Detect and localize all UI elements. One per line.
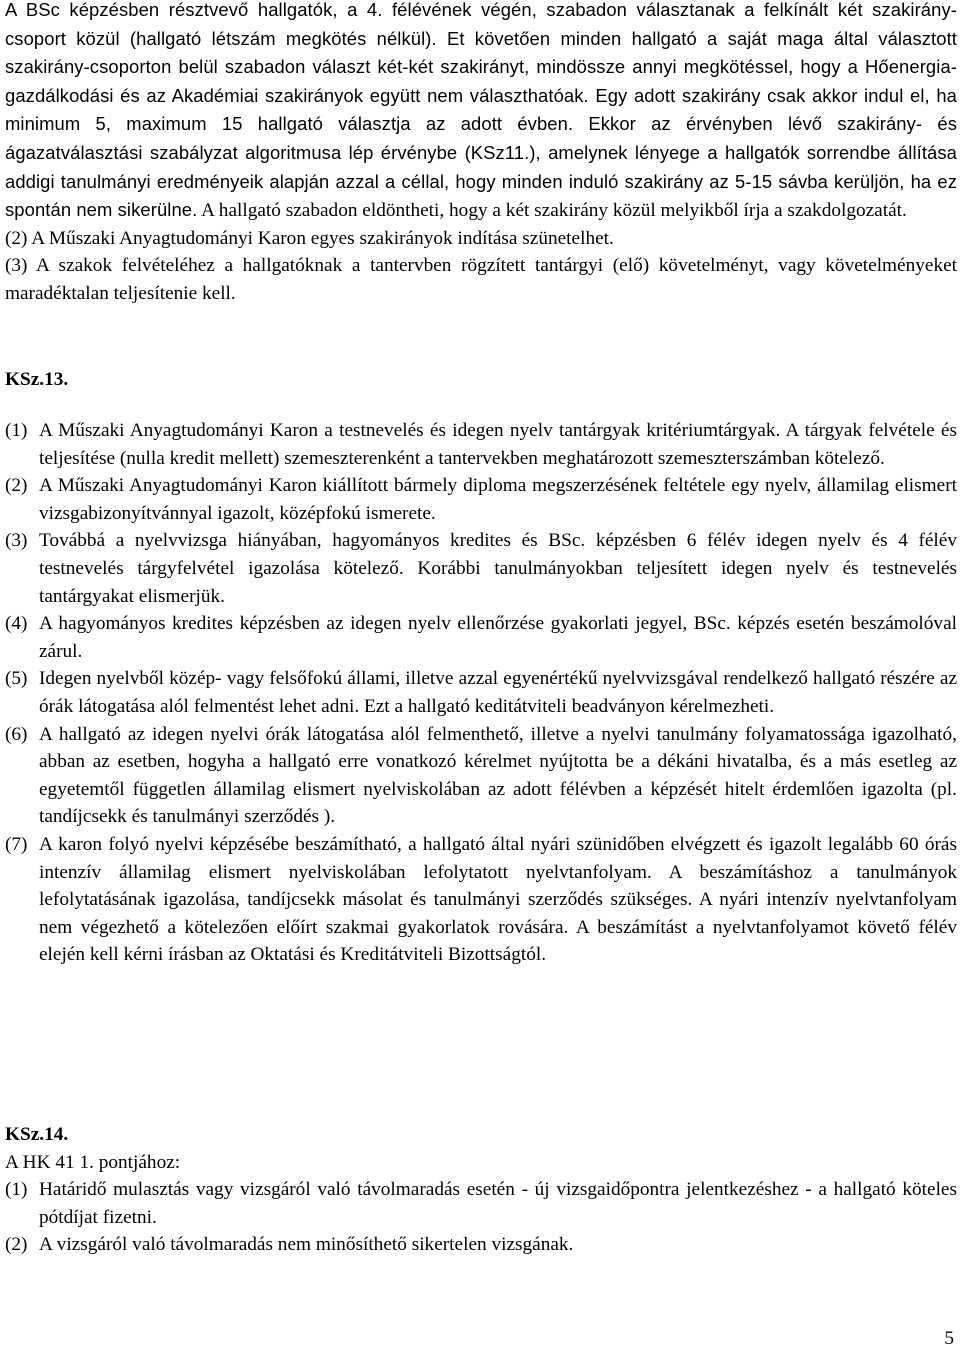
intro-paragraph — [5, 0, 957, 225]
item-number: (6) — [5, 723, 28, 745]
ksz13-item-5 — [5, 665, 957, 720]
item-number: (1) — [5, 420, 28, 441]
item-number: (4) — [5, 613, 28, 635]
page-number: 5 — [944, 1328, 954, 1349]
ksz14-subheading: A HK 41 1. pontjához: — [5, 1152, 181, 1173]
ksz13-item-7 — [5, 831, 957, 969]
ksz13-item-6 — [5, 721, 957, 831]
ksz13-list — [5, 417, 957, 969]
item-text: A karon folyó nyelvi képzésébe beszámítható, a hallgató által nyári szünidőben elvégzett és igazolt legalább 60 órás intenzív államilag elismert nyelviskolában lefolytatott nyelvtanfolyam. A beszámításhoz a tanulmányok lefolytatásának igazolása, tandíjcsekk másolat és tanulmányi szerződés szükséges. A nyári intenzív nyelvtanfolyam nem végezhető a kötelezően előírt szakmai gyakorlatok rovására. A beszámítást a nyelvtanfolyamot követő félév elején kell kérni írásban az Oktatási és Kreditátviteli Bizottságtól. — [39, 833, 957, 966]
item-number: (5) — [5, 668, 28, 690]
ksz14-item-2 — [5, 1231, 957, 1259]
ksz13-item-1 — [5, 417, 957, 472]
item-number: (2) — [5, 1234, 28, 1256]
item-text: Továbbá a nyelvvizsga hiányában, hagyományos kredites és BSc. képzésben 6 félév idegen nyelv és 4 félév testnevelés tárgyfelvétel igazolása kötelező. Korábbi tanulmányokban teljesített idegen nyelv és testnevelés tantárgyakat elismerjük. — [39, 530, 957, 607]
item-text: A hallgató az idegen nyelvi órák látogatása alól felmenthető, illetve a nyelvi tanulmány folyamatossága igazolható, abban az esetben, hogyha a hallgató erre vonatkozó kérelmet nyújtotta be a dékáni hivatalba, és a más esetleg az egyetemtől független államilag elismert nyelviskolában az adott félévben a képzését hitelt érdemlően igazolta (pl. tandíjcsekk és tanulmányi szerződés ). — [39, 723, 957, 828]
item-number: (3) — [5, 530, 28, 552]
intro-serif-text: A hallgató szabadon eldöntheti, hogy a két szakirány közül melyikből írja a szakdolgozatát. — [201, 200, 907, 222]
item-text: Idegen nyelvből közép- vagy felsőfokú állami, illetve azzal egyenértékű nyelvvizsgával rendelkező hallgató részére az órák látogatása alól felmentést lehet adni. Ezt a hallgató keditátviteli beadványon kérelmezheti. — [39, 668, 957, 717]
item-text: A hagyományos kredites képzésben az idegen nyelv ellenőrzése gyakorlati jegyel, BSc. képzés esetén beszámolóval zárul. — [39, 613, 957, 662]
item-number: (2) — [5, 475, 28, 497]
ksz13-heading: KSz.13. — [5, 369, 69, 390]
ksz13-item-3 — [5, 527, 957, 610]
item-text: A Műszaki Anyagtudományi Karon kiállított bármely diploma megszerzésének feltétele egy nyelv, államilag elismert vizsgabizonyítvánnyal igazolt, középfokú ismerete. — [39, 475, 957, 524]
ksz13-item-4 — [5, 610, 957, 665]
item-text: A Műszaki Anyagtudományi Karon a testnevelés és idegen nyelv tantárgyak kritériumtárgyak. A tárgyak felvétele és teljesítése (nulla kredit mellett) szemeszterenként a tantervekben meghatározott szemeszterszámban kötelező. — [39, 420, 957, 469]
intro-sans-text: A BSc képzésben résztvevő hallgatók, a 4. félévének végén, szabadon választanak a felkínált két szakirány-csoport közül (hallgató létszám megkötés nélkül). Et követően minden hallgató a saját maga által választott szakirány-csoporton belül szabadon választ két-két szakirányt, mindössze annyi megkötéssel, hogy a Hőenergia-gazdálkodási és az Akadémiai szakirányok együtt nem választhatóak. Egy adott szakirány csak akkor indul el, ha minimum 5, maximum 15 hallgató választja az adott évben. Ekkor az érvényben lévő szakirány- és ágazatválasztási szabályzat algoritmusa lép érvénybe (KSz11.), amelynek lényege a hallgatók sorrendbe állítása addigi tanulmányi eredményeik alapján azzal a céllal, hogy minden induló szakirány az 5-15 sávba kerüljön, ha ez spontán nem sikerülne. — [5, 0, 957, 221]
intro-para-2: (2) A Műszaki Anyagtudományi Karon egyes szakirányok indítása szünetelhet. — [5, 227, 614, 249]
ksz13-item-2 — [5, 472, 957, 527]
intro-para-3: (3) A szakok felvételéhez a hallgatóknak a tantervben rögzített tantárgyi (elő) követelményt, vagy követelményeket maradéktalan teljesítenie kell. — [5, 255, 957, 304]
item-number: (1) — [5, 1179, 28, 1200]
item-text: A vizsgáról való távolmaradás nem minősíthető sikertelen vizsgának. — [39, 1234, 574, 1256]
item-text: Határidő mulasztás vagy vizsgáról való távolmaradás esetén - új vizsgaidőpontra jelentkezéshez - a hallgató köteles pótdíjat fizetni. — [39, 1179, 957, 1228]
item-number: (7) — [5, 833, 28, 855]
ksz14-heading: KSz.14. — [5, 1124, 69, 1145]
ksz14-item-1 — [5, 1176, 957, 1231]
intro-section — [5, 0, 957, 308]
ksz14-list — [5, 1176, 957, 1259]
